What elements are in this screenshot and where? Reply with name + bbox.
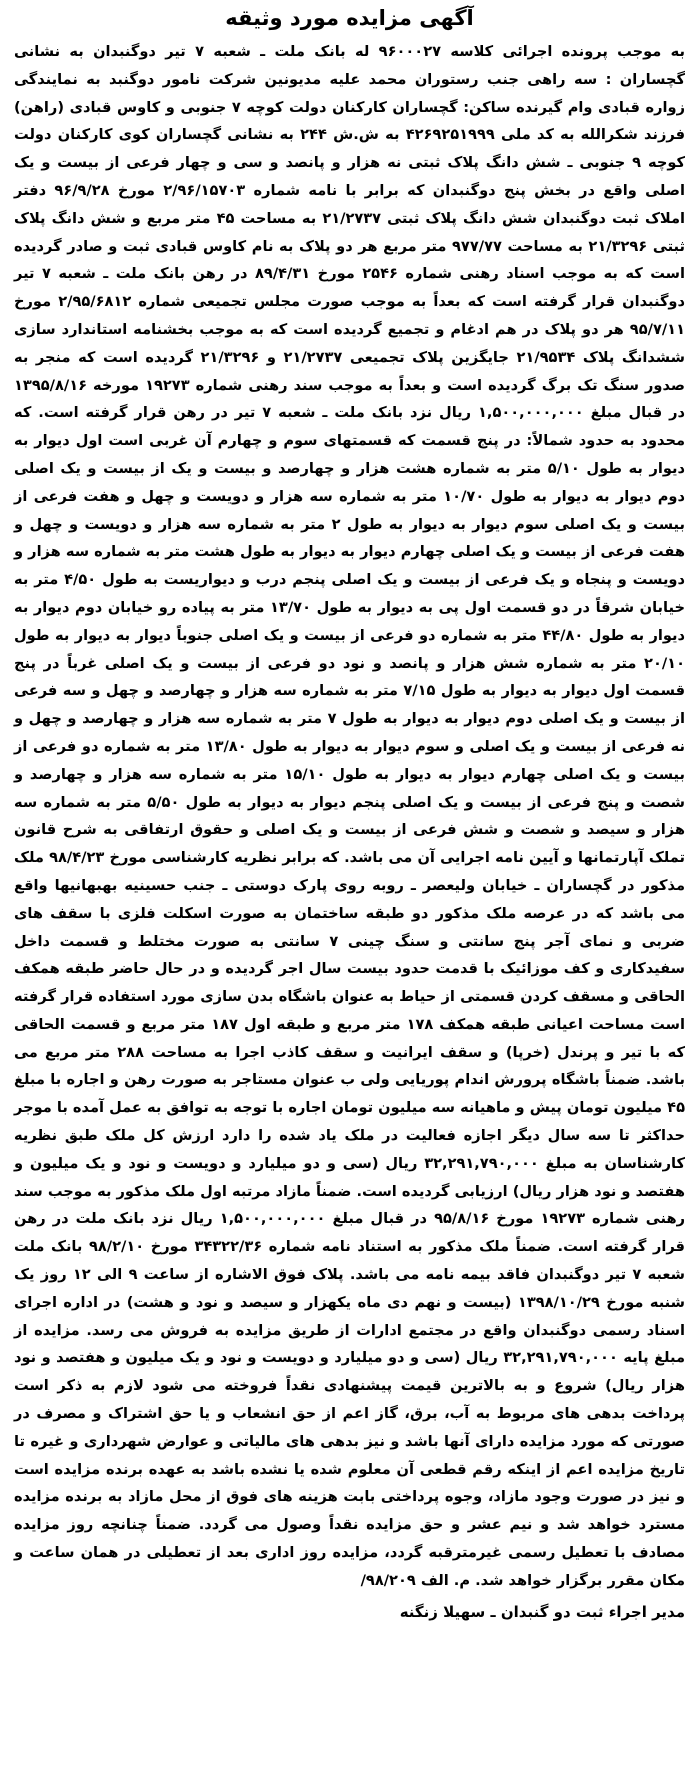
notice-title: آگهی مزایده مورد وثیقه — [225, 6, 474, 30]
notice-body: به موجب پرونده اجرائی کلاسه ۹۶۰۰۰۲۷ له بانک ملت ـ شعبه ۷ تیر دوگنبدان به نشانی گچساران : سه راهی جنب رستوران محمد علیه مدیونین شرکت نامور دوگنبد به نمایندگی زواره قبادی وام گیرنده ساکن: گچساران کارکنان دولت کوچه ۷ جنوبی و کاوس قبادی (راهن) فرزند شکرالله به کد ملی ۴۲۶۹۲۵۱۹۹۹ به ش.ش ۲۴۴ به نشانی گچساران کوی کارکنان دولت کوچه ۹ جنوبی ـ شش دانگ پلاک ثبتی نه هزار و پانصد و سی و چهار فرعی از بیست و یک اصلی واقع در بخش پنج دوگنبدان که برابر با نامه شماره ۲/۹۶/۱۵۷۰۳ مورخ ۹۶/۹/۲۸ دفتر املاک ثبت دوگنبدان شش دانگ پلاک ثبتی ۲۱/۲۷۳۷ به مساحت ۴۵ متر مربع و شش دانگ پلاک ثبتی ۲۱/۳۲۹۶ به مساحت ۹۷۷/۷۷ متر مربع هر دو پلاک به نام کاوس قبادی ثبت و صادر گردیده است که به موجب اسناد رهنی شماره ۲۵۴۶ مورخ ۸۹/۴/۳۱ در رهن بانک ملت ـ شعبه ۷ تیر دوگنبدان قرار گرفته است که بعداً به موجب صورت مجلس تجمیعی شماره ۲/۹۵/۶۸۱۲ مورخ ۹۵/۷/۱۱ هر دو پلاک در هم ادغام و تجمیع گردیده است که به موجب بخشنامه استاندارد سازی ششدانگ پلاک ۲۱/۹۵۳۴ جایگزین پلاک تجمیعی ۲۱/۲۷۳۷ و ۲۱/۳۲۹۶ گردیده است که منجر به صدور سنگ تک برگ گردیده است و بعداً به موجب سند رهنی شماره ۱۹۲۷۳ مورخه ۱۳۹۵/۸/۱۶ در قبال مبلغ ۱,۵۰۰,۰۰۰,۰۰۰ ریال نزد بانک ملت ـ شعبه ۷ تیر در رهن قرار گرفته است. که محدود به حدود شمالاً: در پنج قسمت که قسمتهای سوم و چهارم آن غربی است اول دیوار به دیوار به طول ۵/۱۰ متر به شماره هشت هزار و چهارصد و بیست و یک از بیست و یک اصلی دوم دیوار به دیوار به طول ۱۰/۷۰ متر به شماره سه هزار و دویست و چهل و هفت فرعی از بیست و یک اصلی سوم دیوار به دیوار به طول ۲ متر به شماره سه هزار و دویست و چهل و هفت فرعی از بیست و یک اصلی چهارم دیوار به دیوار به طول هشت متر به شماره سه هزار و دویست و پنجاه و یک فرعی از بیست و یک اصلی پنجم درب و دیواریست به طول ۴/۵۰ متر به خیابان شرقاً در دو قسمت اول پی به دیوار به طول ۱۳/۷۰ متر به پیاده رو خیابان دوم دیوار به دیوار به طول ۴۴/۸۰ متر به شماره دو فرعی از بیست و یک اصلی جنوباً دیوار به دیوار به طول ۲۰/۱۰ متر به شماره شش هزار و پانصد و نود دو فرعی از بیست و یک اصلی غرباً در پنج قسمت اول دیوار به دیوار به طول ۷/۱۵ متر به شماره سه هزار و چهارصد و چهل و سه فرعی از بیست و یک اصلی دوم دیوار به دیوار به طول ۷ متر به شماره سه هزار و چهارصد و چهل و نه فرعی از بیست و یک اصلی و سوم دیوار به دیوار به طول ۱۳/۸۰ متر به شماره دو فرعی از بیست و یک اصلی چهارم دیوار به دیوار به طول ۱۵/۱۰ متر به شماره سه هزار و چهارصد و شصت و پنج فرعی از بیست و یک اصلی پنجم دیوار به دیوار به طول ۵/۵۰ متر به شماره سه هزار و سیصد و شصت و شش فرعی از بیست و یک اصلی و حقوق ارتفاقی به شرح قانون تملک آپارتمانها و آیین نامه اجرایی آن می باشد. که برابر نظریه کارشناسی مورخ ۹۸/۴/۲۳ ملک مذکور در گچساران ـ خیابان ولیعصر ـ روبه روی پارک دوستی ـ جنب حسینیه بهبهانیها واقع می باشد که در عرصه ملک مذکور دو طبقه ساختمان به صورت اسکلت فلزی با سقف های ضربی و نمای آجر پنج سانتی و سنگ چینی ۷ سانتی به صورت مختلط و قسمت داخل سفیدکاری و کف موزائیک با قدمت حدود بیست سال اجر گردیده و در حال حاضر طبقه همکف الحاقی و مسقف کردن قسمتی از حیاط به عنوان باشگاه بدن سازی مورد استفاده قرار گرفته است مساحت اعیانی طبقه همکف ۱۷۸ متر مربع و طبقه اول ۱۸۷ متر مربع و قسمت الحاقی که با تیر و پرندل (خرپا) و سقف ایرانیت و سقف کاذب اجرا به مساحت ۲۸۸ متر مربع می باشد. ضمناً باشگاه پرورش اندام پوریایی ولی ب عنوان مستاجر به صورت رهن و اجاره با مبلغ ۴۵ میلیون تومان پیش و ماهیانه سه میلیون تومان اجاره با توجه به توافق به عمل آمده با موجر حداکثر تا سه سال دیگر اجازه فعالیت در ملک یاد شده را دارد ارزش کل ملک طبق نظریه کارشناسان به مبلغ ۳۲,۲۹۱,۷۹۰,۰۰۰ ریال (سی و دو میلیارد و دویست و نود و یک میلیون و هفتصد و نود هزار ریال) ارزیابی گردیده است. ضمناً مازاد مرتبه اول ملک مذکور به موجب سند رهنی شماره ۱۹۲۷۳ مورخ ۹۵/۸/۱۶ در قبال مبلغ ۱,۵۰۰,۰۰۰,۰۰۰ ریال نزد بانک ملت در رهن قرار گرفته است. ضمناً ملک مذکور به استناد نامه شماره ۳۴۳۲۲/۳۶ مورخ ۹۸/۲/۱۰ بانک ملت شعبه ۷ تیر دوگنبدان فاقد بیمه نامه می باشد. پلاک فوق الاشاره از ساعت ۹ الی ۱۲ روز یک شنبه مورخ ۱۳۹۸/۱۰/۲۹ (بیست و نهم دی ماه یکهزار و سیصد و نود و هشت) در اداره اجرای اسناد رسمی دوگنبدان واقع در مجتمع ادارات از طریق مزایده به فروش می رسد. مزایده از مبلغ پایه ۳۲,۲۹۱,۷۹۰,۰۰۰ ریال (سی و دو میلیارد و دویست و نود و یک میلیون و هفتصد و نود هزار ریال) شروع و به بالاترین قیمت پیشنهادی نقداً فروخته می شود لازم به ذکر است پرداخت بدهی های مربوط به آب، برق، گاز اعم از حق انشعاب و یا حق اشتراک و مصرف در صورتی که مورد مزایده دارای آنها باشد و نیز بدهی های مالیاتی و عوارض شهرداری و غیره تا تاریخ مزایده اعم از اینکه رقم قطعی آن معلوم شده یا نشده باشد به عهده برنده مزایده است و نیز در صورت وجود مازاد، وجوه پرداختی بابت هزینه های فوق از محل مازاد به برنده مزایده مسترد خواهد شد و نیم عشر و حق مزایده نقداً وصول می گردد. ضمناً چنانچه روز مزایده مصادف با تعطیل رسمی غیرمترقبه گردد، مزایده روز اداری بعد از تعطیلی در همان ساعت و مکان مقرر برگزار خواهد شد. م. الف ۹۸/۲۰۹/ — [14, 43, 686, 1589]
notice-signature: مدیر اجراء ثبت دو گنبدان ـ سهیلا زنگنه — [399, 1602, 685, 1621]
